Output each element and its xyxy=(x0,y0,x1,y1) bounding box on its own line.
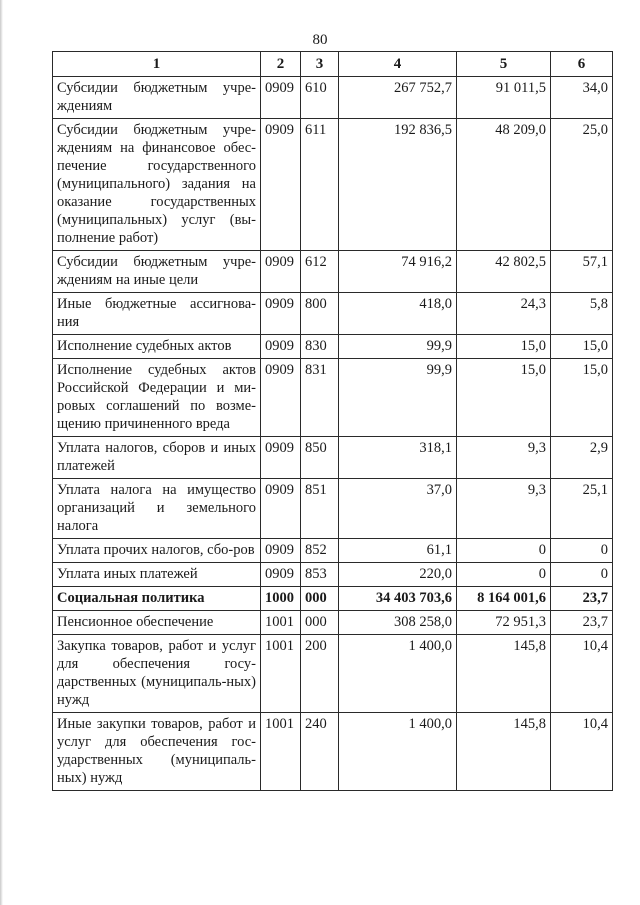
header-col-6: 6 xyxy=(551,52,613,77)
row-section-code: 1001 xyxy=(261,635,301,713)
row-planned-amount: 1 400,0 xyxy=(339,713,457,791)
row-section-code: 0909 xyxy=(261,77,301,119)
row-executed-amount: 48 209,0 xyxy=(457,119,551,251)
row-expense-kind-code: 850 xyxy=(301,437,339,479)
header-col-2: 2 xyxy=(261,52,301,77)
row-expense-kind-code: 611 xyxy=(301,119,339,251)
row-execution-percent: 25,0 xyxy=(551,119,613,251)
table-row xyxy=(53,359,613,437)
row-execution-percent: 57,1 xyxy=(551,251,613,293)
row-planned-amount: 318,1 xyxy=(339,437,457,479)
row-executed-amount: 42 802,5 xyxy=(457,251,551,293)
row-name-cell: Уплата налогов, сборов и иных платежей xyxy=(53,437,261,479)
table-header xyxy=(53,52,613,77)
row-name-cell: Иные бюджетные ассигнова-ния xyxy=(53,293,261,335)
row-section-code: 0909 xyxy=(261,479,301,539)
page-number: 80 xyxy=(312,32,328,48)
row-planned-amount: 308 258,0 xyxy=(339,611,457,635)
row-section-code: 0909 xyxy=(261,359,301,437)
table-row xyxy=(53,563,613,587)
table-row xyxy=(53,635,613,713)
row-expense-kind-code: 240 xyxy=(301,713,339,791)
table-row xyxy=(53,119,613,251)
row-name-cell: Пенсионное обеспечение xyxy=(53,611,261,635)
table-row xyxy=(53,335,613,359)
table-row xyxy=(53,77,613,119)
row-section-code: 1000 xyxy=(261,587,301,611)
row-name-cell: Исполнение судебных актов xyxy=(53,335,261,359)
row-executed-amount: 9,3 xyxy=(457,479,551,539)
row-section-code: 0909 xyxy=(261,335,301,359)
row-planned-amount: 418,0 xyxy=(339,293,457,335)
row-execution-percent: 0 xyxy=(551,539,613,563)
row-section-code: 0909 xyxy=(261,119,301,251)
row-executed-amount: 145,8 xyxy=(457,635,551,713)
table-row xyxy=(53,713,613,791)
row-planned-amount: 220,0 xyxy=(339,563,457,587)
row-section-code: 1001 xyxy=(261,713,301,791)
table-row xyxy=(53,611,613,635)
table-row xyxy=(53,293,613,335)
row-planned-amount: 1 400,0 xyxy=(339,635,457,713)
row-executed-amount: 0 xyxy=(457,563,551,587)
row-planned-amount: 61,1 xyxy=(339,539,457,563)
row-executed-amount: 24,3 xyxy=(457,293,551,335)
row-section-code: 0909 xyxy=(261,251,301,293)
table-row xyxy=(53,437,613,479)
table-body xyxy=(53,77,613,791)
row-execution-percent: 5,8 xyxy=(551,293,613,335)
row-execution-percent: 34,0 xyxy=(551,77,613,119)
row-name-cell: Закупка товаров, работ и услуг для обеспечения госу-дарственных (муниципаль-ных) нужд xyxy=(53,635,261,713)
row-expense-kind-code: 000 xyxy=(301,611,339,635)
row-expense-kind-code: 852 xyxy=(301,539,339,563)
row-execution-percent: 15,0 xyxy=(551,335,613,359)
row-name-cell: Уплата иных платежей xyxy=(53,563,261,587)
row-section-code: 0909 xyxy=(261,563,301,587)
table-row xyxy=(53,539,613,563)
header-col-3: 3 xyxy=(301,52,339,77)
row-section-code: 0909 xyxy=(261,539,301,563)
row-execution-percent: 23,7 xyxy=(551,587,613,611)
scan-edge-shadow xyxy=(0,0,3,905)
row-name-cell: Уплата прочих налогов, сбо-ров xyxy=(53,539,261,563)
row-planned-amount: 267 752,7 xyxy=(339,77,457,119)
row-execution-percent: 15,0 xyxy=(551,359,613,437)
row-execution-percent: 23,7 xyxy=(551,611,613,635)
row-executed-amount: 0 xyxy=(457,539,551,563)
row-expense-kind-code: 851 xyxy=(301,479,339,539)
row-executed-amount: 72 951,3 xyxy=(457,611,551,635)
table-row xyxy=(53,479,613,539)
row-name-cell: Иные закупки товаров, работ и услуг для обеспечения гос-ударственных (муниципаль-ных) нужд xyxy=(53,713,261,791)
row-executed-amount: 15,0 xyxy=(457,335,551,359)
budget-table xyxy=(52,51,613,791)
row-name-cell: Социальная политика xyxy=(53,587,261,611)
row-section-code: 0909 xyxy=(261,293,301,335)
row-expense-kind-code: 853 xyxy=(301,563,339,587)
row-executed-amount: 91 011,5 xyxy=(457,77,551,119)
row-expense-kind-code: 800 xyxy=(301,293,339,335)
row-planned-amount: 99,9 xyxy=(339,335,457,359)
row-expense-kind-code: 830 xyxy=(301,335,339,359)
table-row xyxy=(53,587,613,611)
row-name-cell: Субсидии бюджетным учре-ждениям на финансовое обес-печение государственного (муниципального) задания на оказание государственных (муниципальных) услуг (вы-полнение работ) xyxy=(53,119,261,251)
row-expense-kind-code: 612 xyxy=(301,251,339,293)
row-expense-kind-code: 200 xyxy=(301,635,339,713)
row-section-code: 1001 xyxy=(261,611,301,635)
row-planned-amount: 74 916,2 xyxy=(339,251,457,293)
row-execution-percent: 10,4 xyxy=(551,713,613,791)
header-col-1: 1 xyxy=(53,52,261,77)
row-execution-percent: 10,4 xyxy=(551,635,613,713)
row-name-cell: Субсидии бюджетным учре-ждениям xyxy=(53,77,261,119)
table-row xyxy=(53,251,613,293)
row-execution-percent: 0 xyxy=(551,563,613,587)
row-expense-kind-code: 831 xyxy=(301,359,339,437)
row-executed-amount: 8 164 001,6 xyxy=(457,587,551,611)
row-name-cell: Субсидии бюджетным учре-ждениям на иные цели xyxy=(53,251,261,293)
header-col-4: 4 xyxy=(339,52,457,77)
row-planned-amount: 37,0 xyxy=(339,479,457,539)
row-execution-percent: 25,1 xyxy=(551,479,613,539)
row-executed-amount: 9,3 xyxy=(457,437,551,479)
row-planned-amount: 99,9 xyxy=(339,359,457,437)
row-planned-amount: 192 836,5 xyxy=(339,119,457,251)
row-name-cell: Исполнение судебных актов Российской Федерации и ми-ровых соглашений по возме-щению причиненного вреда xyxy=(53,359,261,437)
row-executed-amount: 145,8 xyxy=(457,713,551,791)
row-planned-amount: 34 403 703,6 xyxy=(339,587,457,611)
row-expense-kind-code: 000 xyxy=(301,587,339,611)
row-execution-percent: 2,9 xyxy=(551,437,613,479)
row-name-cell: Уплата налога на имущество организаций и земельного налога xyxy=(53,479,261,539)
header-col-5: 5 xyxy=(457,52,551,77)
row-section-code: 0909 xyxy=(261,437,301,479)
header-row xyxy=(53,52,613,77)
row-executed-amount: 15,0 xyxy=(457,359,551,437)
row-expense-kind-code: 610 xyxy=(301,77,339,119)
